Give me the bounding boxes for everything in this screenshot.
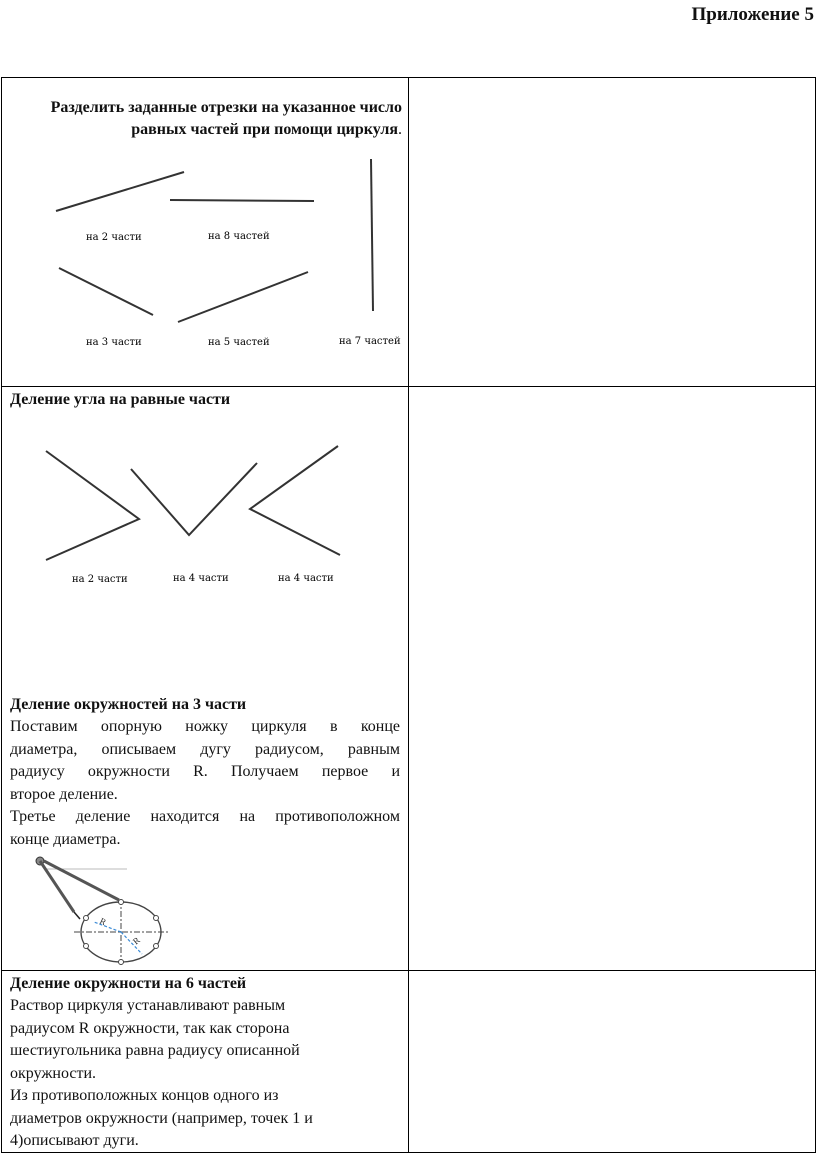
segment-8-parts bbox=[170, 200, 314, 201]
worksheet-table bbox=[1, 77, 816, 1153]
angle-4-parts-v bbox=[131, 463, 257, 535]
compass-circle-figure bbox=[22, 847, 222, 977]
segment-7-parts bbox=[371, 159, 373, 311]
circle3-heading: Деление окружностей на 3 части bbox=[10, 696, 247, 713]
appendix-title: Приложение 5 bbox=[691, 4, 814, 25]
task-cell-segments bbox=[2, 78, 409, 387]
angles-heading: Деление угла на равные части bbox=[10, 391, 231, 408]
label-2-parts: на 2 части bbox=[86, 232, 142, 243]
circle6-heading: Деление окружности на 6 частей bbox=[10, 975, 247, 992]
label-8-parts: на 8 частей bbox=[208, 231, 270, 242]
task-cell-circle6 bbox=[2, 971, 409, 1153]
label-5-parts: на 5 частей bbox=[208, 337, 270, 348]
circle3-paragraph-1: Поставим опорную ножку циркуля в конце диаметра, описываем дугу радиусом, равным радиусу окружности R. Получаем первое и второе деление. bbox=[10, 718, 400, 803]
segment-3-parts bbox=[59, 268, 153, 315]
task-segments-text: Разделить заданные отрезки на указанное число равных частей при помощи циркуля. bbox=[50, 99, 402, 138]
angle-label-2-parts: на 2 части bbox=[72, 574, 128, 585]
table-row bbox=[2, 78, 816, 387]
task-cell-angles-circle3 bbox=[2, 387, 409, 971]
angles-figure bbox=[2, 427, 408, 627]
answer-cell-1 bbox=[409, 78, 816, 387]
label-7-parts: на 7 частей bbox=[339, 336, 401, 347]
table-row bbox=[2, 387, 816, 971]
angle-label-4-parts-b: на 4 части bbox=[278, 573, 334, 584]
angle-2-parts bbox=[46, 451, 139, 560]
angle-4-parts-left bbox=[250, 446, 340, 555]
radius-label-1: R bbox=[98, 915, 108, 928]
answer-cell-2 bbox=[409, 387, 816, 971]
segment-5-parts bbox=[178, 272, 308, 322]
segment-2-parts bbox=[56, 172, 184, 211]
segments-figure bbox=[2, 78, 408, 386]
table-row bbox=[2, 971, 816, 1153]
circle6-paragraph: Раствор циркуля устанавливают равным радиусом R окружности, так как сторона шестиугольника равна радиусу описанной окружности. Из противоположных концов одного из диаметров окружности (например, точек 1 и 4)описывают дуги. bbox=[10, 997, 313, 1149]
circle3-paragraph-2: Третье деление находится на противоположном конце диаметра. bbox=[10, 808, 400, 848]
radius-label-2: R bbox=[130, 935, 142, 947]
compass-icon bbox=[36, 857, 119, 919]
label-3-parts: на 3 части bbox=[86, 337, 142, 348]
angle-label-4-parts-a: на 4 части bbox=[173, 573, 229, 584]
answer-cell-3 bbox=[409, 971, 816, 1153]
